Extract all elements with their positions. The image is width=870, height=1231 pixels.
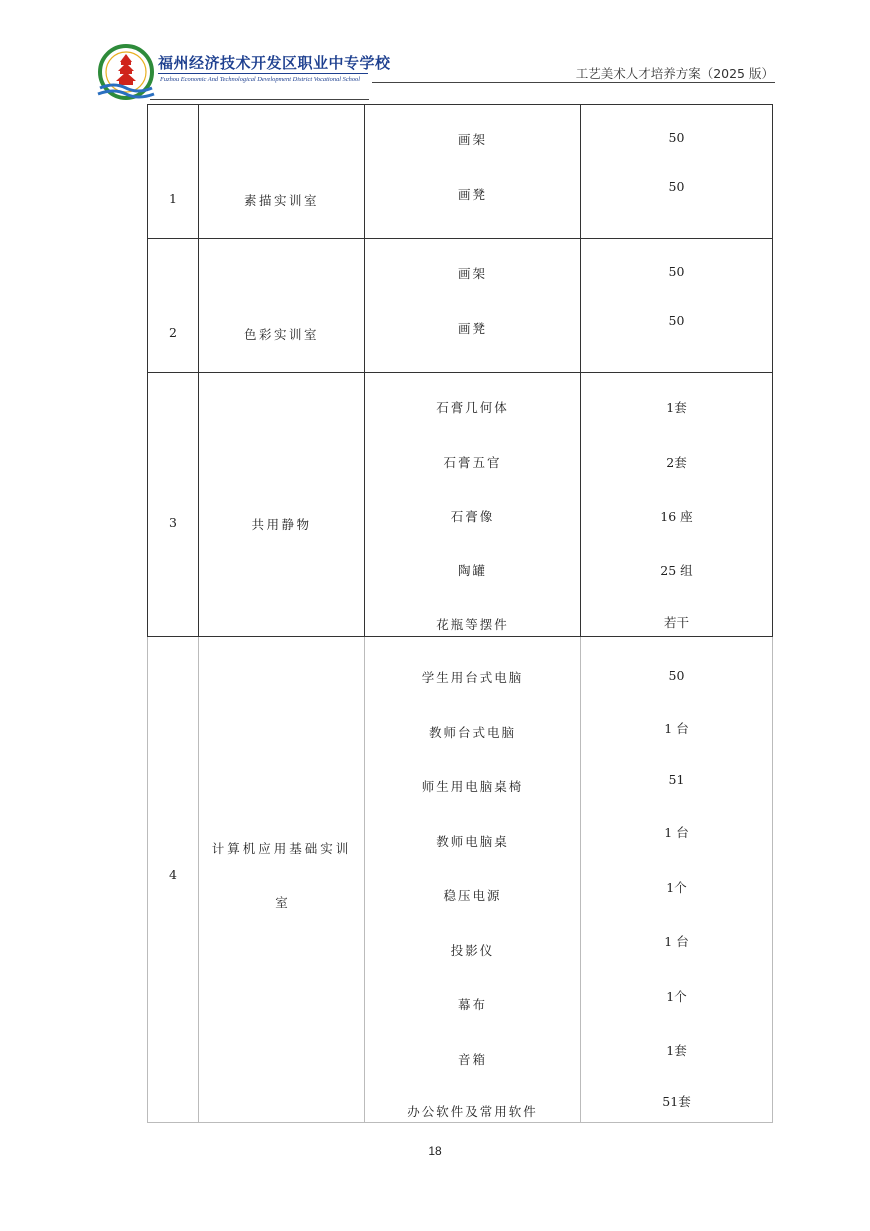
- item-qty: 50: [668, 668, 685, 683]
- room-cell: [199, 373, 365, 637]
- item-qty: 50: [668, 313, 685, 328]
- item-qty: 1个: [666, 989, 687, 1004]
- item-name: 画凳: [457, 321, 487, 336]
- item-name: 幕布: [457, 997, 487, 1012]
- item-name: 陶罐: [457, 563, 487, 578]
- table-row: [148, 239, 773, 373]
- qty-cell: [581, 373, 773, 637]
- item-qty: 1 台: [664, 721, 689, 736]
- item-name: 石膏五官: [443, 455, 502, 470]
- qty-cell: [581, 239, 773, 373]
- item-qty: 若干: [663, 615, 689, 630]
- row-number: 2: [169, 325, 177, 340]
- item-name: 画架: [457, 266, 487, 281]
- item-name: 稳压电源: [443, 888, 502, 903]
- room-cell: [199, 105, 365, 239]
- room-name-line1: 计算机应用基础实训: [211, 841, 352, 856]
- room-cell: [199, 239, 365, 373]
- item-cell: [365, 239, 581, 373]
- item-qty: 1套: [666, 1043, 687, 1058]
- item-qty: 1 台: [664, 934, 689, 949]
- row-number: 4: [169, 867, 177, 882]
- header-divider: [372, 82, 775, 83]
- item-name: 石膏几何体: [436, 400, 509, 415]
- room-name: 素描实训室: [243, 193, 319, 208]
- item-qty: 25 组: [660, 563, 693, 578]
- header-divider-left: [150, 99, 369, 100]
- item-qty: 1 台: [664, 825, 689, 840]
- item-name: 画架: [457, 132, 487, 147]
- room-cell: [199, 637, 365, 1123]
- document-title: 工艺美术人才培养方案（2025 版）: [575, 66, 774, 81]
- equipment-table: [147, 104, 773, 1123]
- row-number-cell: [148, 373, 199, 637]
- item-qty: 50: [668, 130, 685, 145]
- room-name-line2: 室: [275, 895, 288, 910]
- item-qty: 16 座: [660, 509, 693, 524]
- item-qty: 51: [668, 772, 685, 787]
- row-number-cell: [148, 637, 199, 1123]
- room-name: 共用静物: [251, 517, 312, 532]
- item-qty: 50: [668, 179, 685, 194]
- page-number: 18: [428, 1144, 442, 1158]
- item-qty: 1套: [666, 400, 687, 415]
- item-name: 学生用台式电脑: [421, 670, 524, 685]
- item-cell: [365, 105, 581, 239]
- row-number: 1: [169, 191, 177, 206]
- item-name: 教师电脑桌: [436, 834, 509, 849]
- room-name: 色彩实训室: [243, 327, 319, 342]
- school-logo-icon: [96, 44, 156, 100]
- page-header: [0, 0, 870, 100]
- item-name: 音箱: [457, 1052, 487, 1067]
- item-name: 花瓶等摆件: [436, 617, 509, 632]
- item-qty: 1个: [666, 880, 687, 895]
- row-number: 3: [169, 515, 177, 530]
- item-cell: [365, 637, 581, 1123]
- item-name: 教师台式电脑: [428, 725, 516, 740]
- table-row: [148, 637, 773, 1123]
- school-name-divider: [158, 73, 368, 74]
- item-cell: [365, 373, 581, 637]
- row-number-cell: [148, 105, 199, 239]
- school-name-en: Fuzhou Economic And Technological Development District Vocational School: [160, 76, 361, 83]
- item-qty: 2套: [666, 455, 687, 470]
- qty-cell: [581, 637, 773, 1123]
- qty-cell: [581, 105, 773, 239]
- row-number-cell: [148, 239, 199, 373]
- item-name: 石膏像: [450, 509, 495, 524]
- item-name: 画凳: [457, 187, 487, 202]
- item-name: 师生用电脑桌椅: [421, 779, 524, 794]
- table-row: [148, 105, 773, 239]
- item-name: 投影仪: [450, 943, 495, 958]
- item-qty: 50: [668, 264, 685, 279]
- table-row: [148, 373, 773, 637]
- item-qty: 51套: [662, 1094, 691, 1109]
- item-name: 办公软件及常用软件: [407, 1104, 538, 1119]
- school-name-cn: 福州经济技术开发区职业中专学校: [158, 54, 391, 72]
